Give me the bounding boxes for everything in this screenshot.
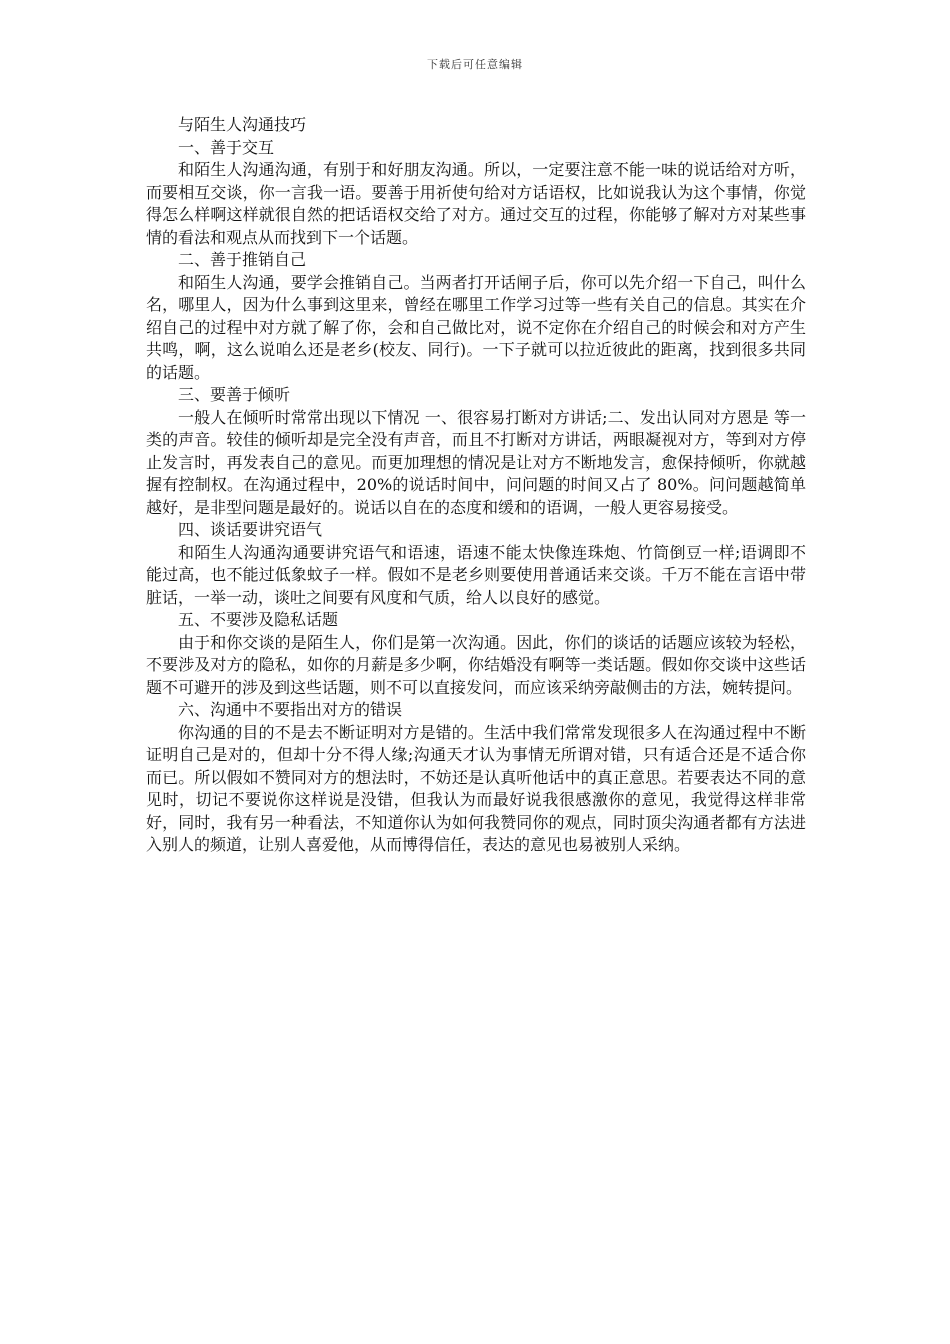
section-heading-1: 一、善于交互 xyxy=(178,137,275,157)
section-heading-4: 四、谈话要讲究语气 xyxy=(178,520,323,539)
page-header: 下载后可任意编辑 xyxy=(427,58,523,71)
section-heading-5: 五、不要涉及隐私话题 xyxy=(178,610,339,629)
section-body-6: 你沟通的目的不是去不断证明对方是错的。生活中我们常常发现很多人在沟通过程中不断证明自己是对的，但却十分不得人缘;沟通天才认为事情无所谓对错，只有适合还是不适合你而已。所以假如不赞同对方的想法时，不妨还是认真听他话中的真正意思。若要表达不同的意见时，切记不要说你这样说是没错，但我认为而最好说我很感激你的意见，我觉得这样非常好，同时，我有另一种看法，不知道你认为如何我赞同你的观点，同时顶尖沟通者都有方法进入别人的频道，让别人喜爱他，从而博得信任，表达的意见也易被别人采纳。 xyxy=(146,722,806,854)
section-body-3: 一般人在倾听时常常出现以下情况 一、很容易打断对方讲话;二、发出认同对方恩是 等一类的声音。较佳的倾听却是完全没有声音，而且不打断对方讲话，两眼凝视对方，等到对方停止发言时，再发表自己的意见。而更加理想的情况是让对方不断地发言，愈保持倾听，你就越握有控制权。在沟通过程中，20%的说话时间中，问问题的时间又占了 80%。问问题越简单越好，是非型问题是最好的。说话以自在的态度和缓和的语调，一般人更容易接受。 xyxy=(146,407,806,517)
section-heading-6: 六、沟通中不要指出对方的错误 xyxy=(178,700,403,719)
section-body-5: 由于和你交谈的是陌生人，你们是第一次沟通。因此，你们的谈话的话题应该较为轻松，不要涉及对方的隐私，如你的月薪是多少啊，你结婚没有啊等一类话题。假如你交谈中这些话题不可避开的涉及到这些话题，则不可以直接发问，而应该采纳旁敲侧击的方法，婉转提问。 xyxy=(146,632,806,697)
section-body-2: 和陌生人沟通，要学会推销自己。当两者打开话闸子后，你可以先介绍一下自己，叫什么名，哪里人，因为什么事到这里来，曾经在哪里工作学习过等一些有关自己的信息。其实在介绍自己的过程中对方就了解了你，会和自己做比对，说不定你在介绍自己的时候会和对方产生共鸣，啊，这么说咱么还是老乡(校友、同行)。一下子就可以拉近彼此的距离，找到很多共同的话题。 xyxy=(146,272,806,382)
section-heading-2: 二、善于推销自己 xyxy=(178,250,307,269)
document-title: 与陌生人沟通技巧 xyxy=(178,115,307,134)
section-body-1: 和陌生人沟通沟通，有别于和好朋友沟通。所以，一定要注意不能一味的说话给对方听，而要相互交谈，你一言我一语。要善于用祈使句给对方话语权，比如说我认为这个事情，你觉得怎么样啊这样就很自然的把话语权交给了对方。通过交互的过程，你能够了解对方对某些事情的看法和观点从而找到下一个话题。 xyxy=(146,160,806,247)
section-heading-3: 三、要善于倾听 xyxy=(178,385,291,404)
section-body-4: 和陌生人沟通沟通要讲究语气和语速，语速不能太快像连珠炮、竹筒倒豆一样;语调即不能过高，也不能过低象蚊子一样。假如不是老乡则要使用普通话来交谈。千万不能在言语中带脏话，一举一动，谈吐之间要有风度和气质，给人以良好的感觉。 xyxy=(146,542,806,607)
document-body xyxy=(146,114,806,857)
